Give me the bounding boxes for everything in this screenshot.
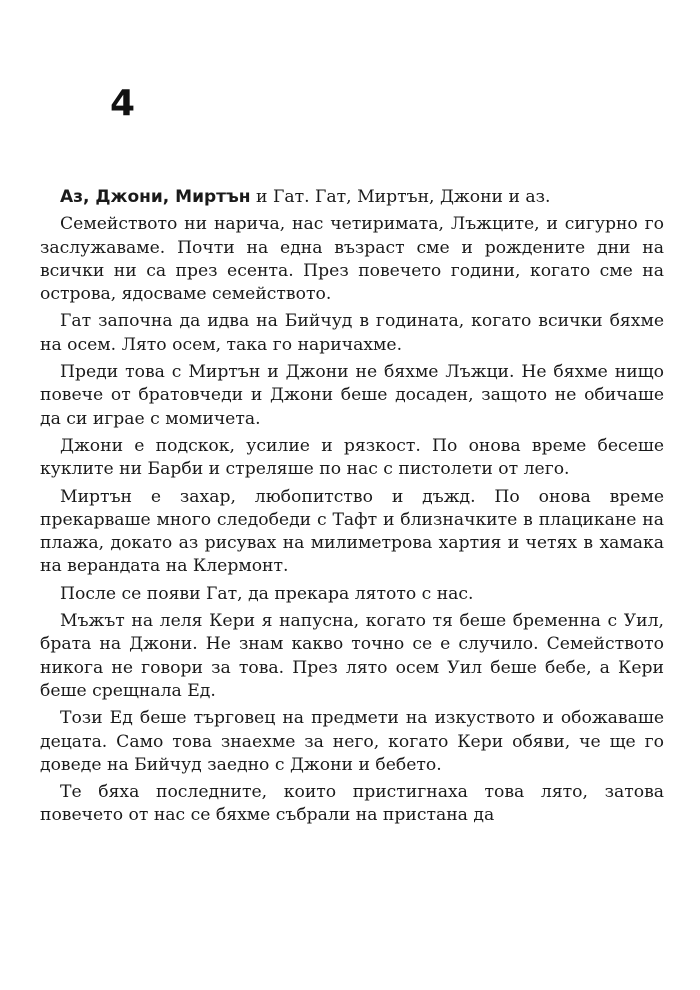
chapter-number: 4 — [110, 83, 136, 124]
paragraph: Преди това с Миртън и Джони не бяхме Лъжци. Не бяхме нищо повече от братовчеди и Джони беше досаден, защото не обичаше да си играе с момичета. — [40, 362, 664, 429]
paragraph: Миртън е захар, любопитство и дъжд. По онова време прекарваше много следобеди с Тафт и близначките в плацикане на плажа, докато аз рисувах на милиметрова хартия и четях в хамака на верандата на Клермонт. — [40, 486, 664, 577]
paragraph: Джони е подскок, усилие и рязкост. По онова време бесеше куклите ни Барби и стреляше по нас с пистолети от лего. — [40, 435, 664, 480]
paragraph: Този Ед беше търговец на предмети на изкуството и обожаваше децата. Само това знаехме за него, когато Кери обяви, че ще го доведе на Бийчуд заедно с Джони и бебето. — [40, 708, 664, 775]
paragraph-lead: Аз, Джони, Миртън — [60, 187, 251, 207]
paragraph: Мъжът на леля Кери я напусна, когато тя беше бременна с Уил, брата на Джони. Не знам какво точно се е случило. Семейството никога не говори за това. През лято осем Уил беше бебе, а Кери беше срещнала Ед. — [40, 611, 664, 701]
paragraph: Гат започна да идва на Бийчуд в годината, когато всички бяхме на осем. Лято осем, така го наричахме. — [40, 311, 664, 355]
paragraph: Те бяха последните, които пристигнаха това лято, затова повечето от нас се бяхме събрали на пристана да — [40, 782, 664, 826]
paragraph — [40, 186, 664, 209]
paragraph-text: и Гат. Гат, Миртън, Джони и аз. — [250, 187, 551, 207]
chapter-text — [40, 186, 664, 832]
paragraph: Семейството ни нарича, нас четиримата, Лъжците, и сигурно го заслужаваме. Почти на една възраст сме и рождените дни на всички ни са през есента. През повечето години, когато сме на острова, ядосваме семейството. — [40, 214, 664, 305]
paragraph: После се появи Гат, да прекара лятото с нас. — [60, 583, 474, 604]
